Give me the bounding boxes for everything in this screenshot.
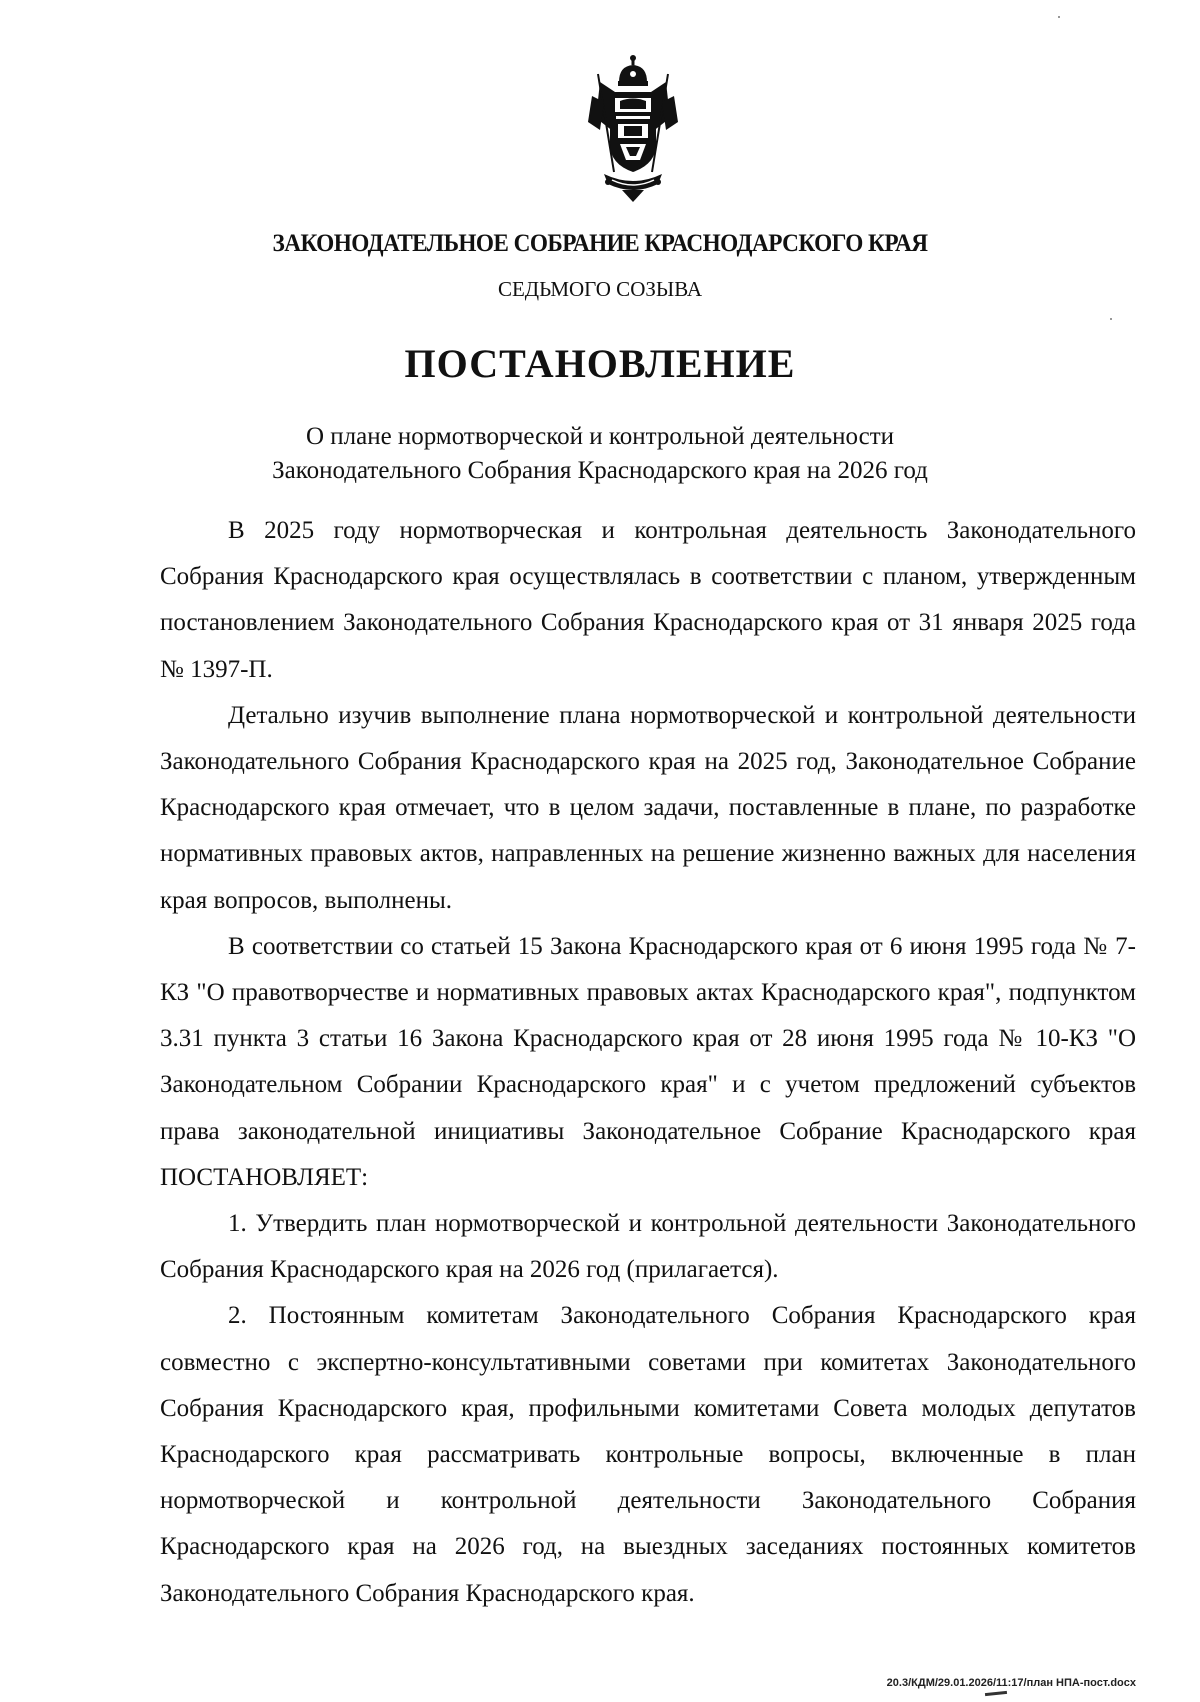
document-type-title: ПОСТАНОВЛЕНИЕ [404, 341, 796, 386]
document-subject [0, 420, 1200, 488]
subject-line-1: О плане нормотворческой и контрольной деятельности [305, 423, 895, 450]
scan-artifact [1058, 16, 1060, 18]
body-paragraph-4: 1. Утвердить план нормотворческой и контрольной деятельности Законодательного Собрания Краснодарского края на 2026 год (прилагается). [160, 1210, 1136, 1284]
body-paragraph-5: 2. Постоянным комитетам Законодательного Собрания Краснодарского края совместно с экспертно-консультативными советами при комитетах Законодательного Собрания Краснодарского края, профильными комитетами Совета молодых депутатов Краснодарского края рассматривать контрольные вопросы, включенные в план нормотворческой и контрольной деятельности Законодательного Собрания Краснодарского края на 2026 год, на выездных заседаниях постоянных комитетов Законодательного Собрания Краснодарского края. [160, 1302, 1136, 1607]
scan-artifact [985, 1691, 1007, 1696]
document-body [160, 508, 1136, 1617]
body-paragraph-3: В соответствии со статьей 15 Закона Краснодарского края от 6 июня 1995 года № 7-КЗ "О правотворчестве и нормативных правовых актах Краснодарского края", подпунктом 3.31 пункта 3 статьи 16 Закона Краснодарского края от 28 июня 1995 года № 10-КЗ "О Законодательном Собрании Краснодарского края" и с учетом предложений субъектов права законодательной инициативы Законодательное Собрание Краснодарского края ПОСТАНОВЛЯЕТ: [160, 932, 1136, 1191]
body-paragraph-2: Детально изучив выполнение плана нормотворческой и контрольной деятельности Законодательного Собрания Краснодарского края на 2025 год, Законодательное Собрание Краснодарского края отмечает, что в целом задачи, поставленные в плане, по разработке нормативных правовых актов, направленных на решение жизненно важных для населения края вопросов, выполнены. [160, 701, 1136, 914]
krasnodar-krai-coat-of-arms-icon [578, 52, 688, 204]
organization-title: ЗАКОНОДАТЕЛЬНОЕ СОБРАНИЕ КРАСНОДАРСКОГО КРАЯ [272, 230, 928, 257]
file-reference-code: 20.3/КДМ/29.01.2026/11:17/план НПА-пост.docx [886, 1677, 1136, 1689]
scan-artifact [1110, 318, 1112, 320]
convocation-label: СЕДЬМОГО СОЗЫВА [497, 277, 703, 301]
subject-line-2: Законодательного Собрания Краснодарского края на 2026 год [272, 457, 928, 484]
body-paragraph-1: В 2025 году нормотворческая и контрольная деятельность Законодательного Собрания Краснодарского края осуществлялась в соответствии с планом, утвержденным постановлением Законодательного Собрания Краснодарского края от 31 января 2025 года № 1397-П. [160, 517, 1136, 683]
